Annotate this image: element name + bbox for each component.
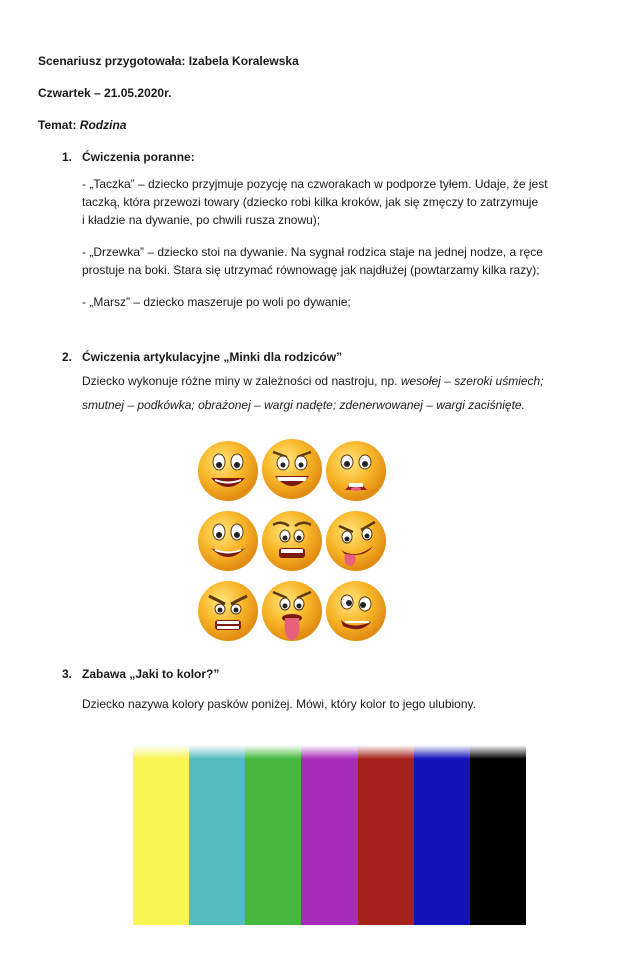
taczka-line2: taczką, która przewozi towary (dziecko robi kilka kroków, jak się zmęczy to zatrzymuje <box>82 195 539 209</box>
color-bar-blue <box>414 745 471 925</box>
emoji-faces-grid <box>193 436 391 646</box>
angry-face-icon <box>198 581 258 641</box>
color-bar-black <box>470 745 527 925</box>
section1-title: Ćwiczenia poranne: <box>82 150 195 164</box>
section3-line1: Dziecko nazywa kolory pasków poniżej. Mówi, który kolor to jego ulubiony. <box>82 697 476 711</box>
color-bar-purple <box>301 745 358 925</box>
taczka-line1: - „Taczka” – dziecko przyjmuje pozycję na czworakach w podporze tyłem. Udaje, że jest <box>82 177 548 191</box>
tongue-out-face-icon <box>326 511 386 571</box>
date-line: Czwartek – 21.05.2020r. <box>38 86 172 100</box>
section3-title: Zabawa „Jaki to kolor?” <box>82 667 220 681</box>
grinning-face-icon <box>262 439 322 499</box>
color-bar-yellow <box>133 745 190 925</box>
topic-line <box>38 118 126 133</box>
marsz-line1: - „Marsz” – dziecko maszeruje po woli po dywanie; <box>82 295 351 309</box>
topic-value: Rodzina <box>79 118 127 132</box>
color-bar-green <box>245 745 302 925</box>
section2-number: 2. <box>62 350 73 364</box>
section1-number: 1. <box>62 150 73 164</box>
crying-face-icon <box>326 441 386 501</box>
silly-tongue-face-icon <box>262 581 322 641</box>
taczka-line3: i kładzie na dywanie, po chwili rusza znowu); <box>82 213 321 227</box>
color-bars <box>133 745 526 925</box>
smiling-face-icon <box>198 511 258 571</box>
section2-line1-italic: wesołej – szeroki uśmiech; <box>400 374 544 388</box>
author-line: Scenariusz przygotowała: Izabela Koralewska <box>38 54 299 68</box>
drzewka-line1: - „Drzewka” – dziecko stoi na dywanie. Na sygnał rodzica staje na jednej nodze, a ręce <box>82 245 543 259</box>
section2-line1-plain: Dziecko wykonuje różne miny w zależności od nastroju, np. <box>82 374 401 388</box>
crazy-face-icon <box>326 581 386 641</box>
grimacing-face-icon <box>262 511 322 571</box>
emoji-faces-image <box>193 436 391 646</box>
topic-label: Temat: <box>38 118 80 132</box>
section2-line1 <box>82 374 544 389</box>
section2-title: Ćwiczenia artykulacyjne „Minki dla rodziców” <box>82 350 343 364</box>
color-bar-red <box>358 745 415 925</box>
drzewka-line2: prostuje na boki. Stara się utrzymać równowagę jak najdłużej (powtarzamy kilka razy); <box>82 263 540 277</box>
section3-number: 3. <box>62 667 73 681</box>
laughing-face-icon <box>198 441 258 501</box>
color-bar-cyan <box>189 745 246 925</box>
section2-line2: smutnej – podkówka; obrażonej – wargi nadęte; zdenerwowanej – wargi zaciśnięte. <box>82 398 525 412</box>
